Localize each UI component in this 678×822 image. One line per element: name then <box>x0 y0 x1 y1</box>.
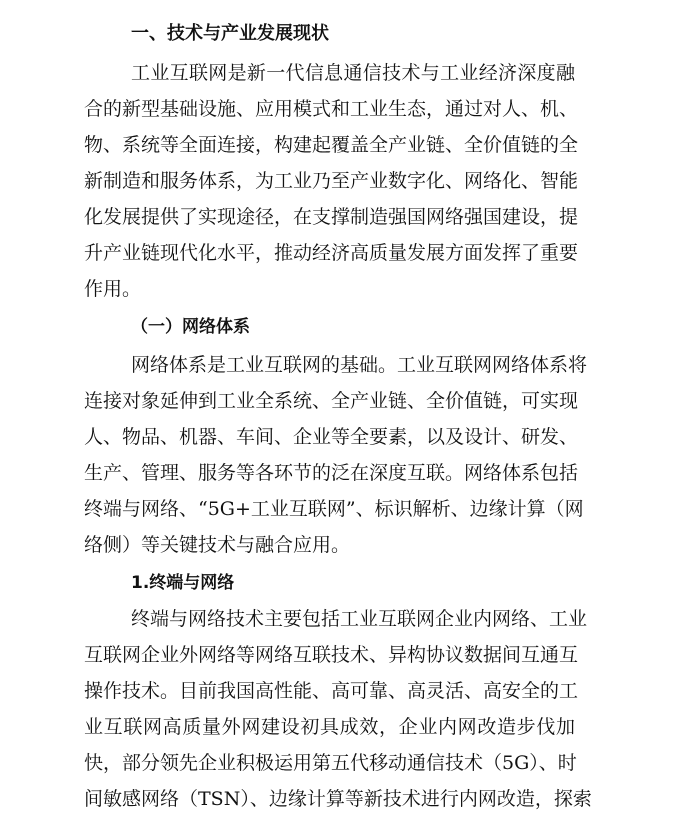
intro-line-5: 化发展提供了实现途径，在支撑制造强国网络强国建设，提 <box>84 206 579 228</box>
network-line-1: 网络体系是工业互联网的基础。工业互联网网络体系将 <box>131 354 588 376</box>
intro-line-3: 物、系统等全面连接，构建起覆盖全产业链、全价值链的全 <box>84 134 579 156</box>
terminal-line-1: 终端与网络技术主要包括工业互联网企业内网络、工业 <box>131 608 588 630</box>
sub-subsection-title: 1.终端与网络 <box>131 573 235 593</box>
intro-line-7: 作用。 <box>84 278 142 300</box>
terminal-line-5: 快，部分领先企业积极运用第五代移动通信技术（5G）、时 <box>84 752 577 774</box>
terminal-line-2: 互联网企业外网络等网络互联技术、异构协议数据间互通互 <box>84 644 579 666</box>
section-title: 一、技术与产业发展现状 <box>131 23 329 44</box>
intro-line-2: 合的新型基础设施、应用模式和工业生态，通过对人、机、 <box>84 98 579 120</box>
network-line-3: 人、物品、机器、车间、企业等全要素，以及设计、研发、 <box>84 426 579 448</box>
intro-line-4: 新制造和服务体系，为工业乃至产业数字化、网络化、智能 <box>84 170 579 192</box>
intro-line-6: 升产业链现代化水平，推动经济高质量发展方面发挥了重要 <box>84 242 579 264</box>
network-line-5: 终端与网络、“5G+工业互联网”、标识解析、边缘计算（网 <box>84 498 584 520</box>
terminal-line-6: 间敏感网络（TSN）、边缘计算等新技术进行内网改造，探索 <box>84 788 592 810</box>
network-line-4: 生产、管理、服务等各环节的泛在深度互联。网络体系包括 <box>84 462 579 484</box>
terminal-line-4: 业互联网高质量外网建设初具成效，企业内网改造步伐加 <box>84 716 575 738</box>
network-line-6: 络侧）等关键技术与融合应用。 <box>84 534 351 556</box>
intro-line-1: 工业互联网是新一代信息通信技术与工业经济深度融 <box>131 62 575 84</box>
terminal-line-3: 操作技术。目前我国高性能、高可靠、高灵活、高安全的工 <box>84 680 579 702</box>
network-line-2: 连接对象延伸到工业全系统、全产业链、全价值链，可实现 <box>84 390 579 412</box>
subsection-title: （一）网络体系 <box>131 317 250 337</box>
